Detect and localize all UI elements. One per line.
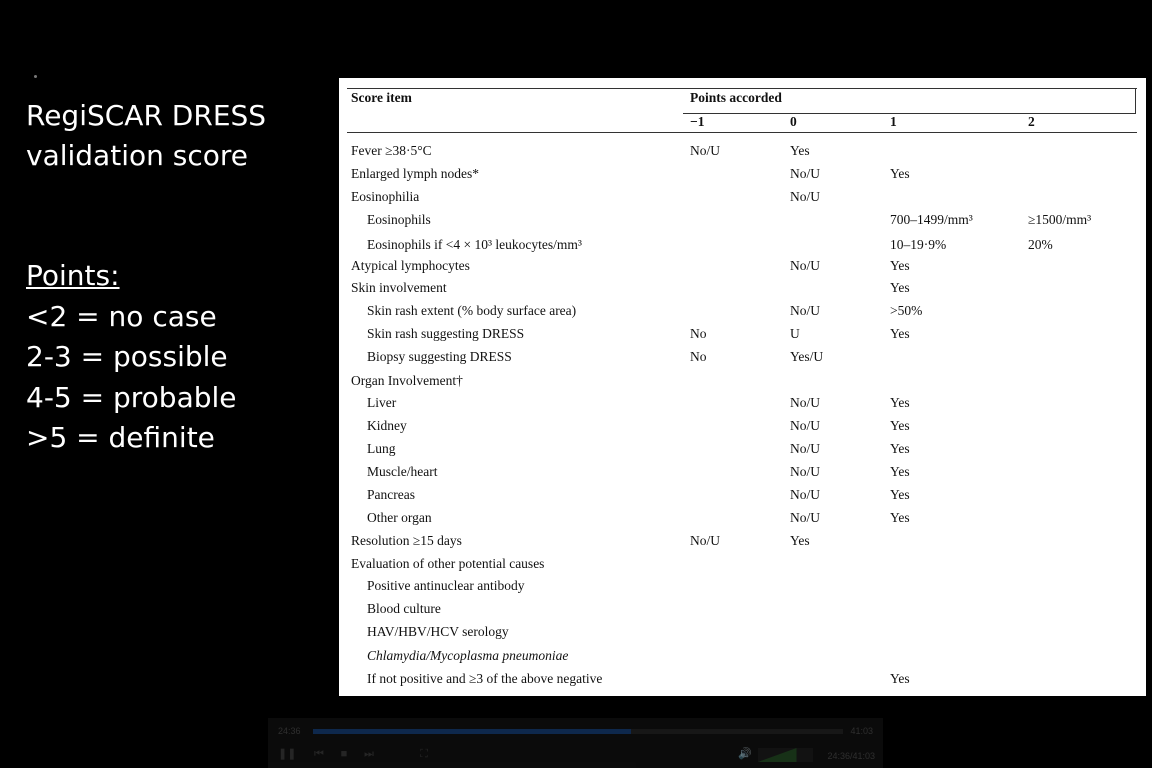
score-item-label: Eosinophils if <4 × 10³ leukocytes/mm³ bbox=[367, 237, 582, 252]
points-cell-m1: No bbox=[690, 349, 707, 364]
score-item-label: Liver bbox=[367, 395, 397, 410]
score-item-label: Enlarged lymph nodes* bbox=[351, 166, 479, 181]
table-top-rule bbox=[347, 88, 1137, 89]
points-cell-p0: Yes bbox=[790, 533, 810, 548]
column-header-score-item: Score item bbox=[351, 90, 412, 105]
score-item-label: Kidney bbox=[367, 418, 407, 433]
column-header-points-accorded: Points accorded bbox=[690, 90, 782, 105]
score-item-label: HAV/HBV/HCV serology bbox=[367, 624, 509, 639]
column-header-minus-1: −1 bbox=[690, 114, 705, 129]
score-item-label: Resolution ≥15 days bbox=[351, 533, 462, 548]
points-cell-p0: No/U bbox=[790, 395, 820, 410]
time-elapsed: 24:36 bbox=[278, 726, 301, 736]
video-player-bar bbox=[268, 718, 883, 768]
points-heading: Points: bbox=[26, 259, 120, 292]
time-total: 41:03 bbox=[850, 726, 873, 736]
points-item: 2-3 = possible bbox=[26, 340, 228, 373]
score-item-label: Atypical lymphocytes bbox=[351, 258, 470, 273]
score-item-label: Skin involvement bbox=[351, 280, 447, 295]
progress-track[interactable] bbox=[313, 729, 843, 734]
points-cell-p1: Yes bbox=[890, 487, 910, 502]
points-cell-p0: No/U bbox=[790, 510, 820, 525]
points-item: 4-5 = probable bbox=[26, 380, 237, 414]
points-cell-p1: Yes bbox=[890, 441, 910, 456]
points-cell-p0: No/U bbox=[790, 464, 820, 479]
score-item-label: Positive antinuclear antibody bbox=[367, 578, 525, 593]
points-cell-p0: Yes/U bbox=[790, 349, 824, 364]
position-readout: 24:36/41:03 bbox=[827, 751, 875, 761]
skip-forward-icon[interactable]: ⏭ bbox=[364, 748, 374, 760]
points-cell-p0: No/U bbox=[790, 258, 820, 273]
volume-icon[interactable]: 🔊 bbox=[738, 748, 752, 760]
decorative-dot bbox=[34, 75, 37, 78]
points-cell-p0: No/U bbox=[790, 166, 820, 181]
points-cell-p2: ≥1500/mm³ bbox=[1028, 212, 1092, 227]
score-item-label: If not positive and ≥3 of the above negative bbox=[367, 671, 603, 686]
points-cell-p0: U bbox=[790, 326, 800, 341]
header-bottom-rule bbox=[347, 132, 1137, 133]
points-cell-p0: No/U bbox=[790, 189, 820, 204]
score-item-label: Blood culture bbox=[367, 601, 441, 616]
points-cell-m1: No bbox=[690, 326, 707, 341]
points-cell-p0: No/U bbox=[790, 303, 820, 318]
points-cell-p0: No/U bbox=[790, 441, 820, 456]
points-header-rule bbox=[683, 113, 1135, 114]
stop-icon[interactable]: ■ bbox=[340, 748, 348, 760]
points-cell-p1: 10–19·9% bbox=[890, 237, 947, 252]
slide-title bbox=[26, 96, 326, 176]
points-cell-p1: Yes bbox=[890, 258, 910, 273]
score-item-label: Eosinophilia bbox=[351, 189, 420, 204]
points-cell-p1: Yes bbox=[890, 395, 910, 410]
points-cell-p1: 700–1499/mm³ bbox=[890, 212, 973, 227]
table-right-edge bbox=[1135, 88, 1136, 114]
points-cell-m1: No/U bbox=[690, 143, 720, 158]
score-item-label: Chlamydia/Mycoplasma pneumoniae bbox=[367, 648, 569, 663]
column-header-1: 1 bbox=[890, 114, 897, 129]
progress-fill bbox=[313, 729, 631, 734]
volume-fill bbox=[758, 748, 797, 762]
points-item: >5 = definite bbox=[26, 421, 215, 454]
points-item: <2 = no case bbox=[26, 299, 217, 333]
points-cell-p1: Yes bbox=[890, 166, 910, 181]
score-item-label: Muscle/heart bbox=[367, 464, 438, 479]
score-item-label: Fever ≥38·5°C bbox=[351, 143, 432, 158]
column-header-2: 2 bbox=[1028, 114, 1035, 129]
points-legend bbox=[26, 256, 326, 459]
points-cell-p0: Yes bbox=[790, 143, 810, 158]
points-cell-p0: No/U bbox=[790, 487, 820, 502]
score-item-label: Pancreas bbox=[367, 487, 415, 502]
slide-title-line-2: validation score bbox=[26, 139, 248, 172]
score-item-label: Lung bbox=[367, 441, 396, 456]
score-item-label: Skin rash suggesting DRESS bbox=[367, 326, 525, 341]
score-item-label: Other organ bbox=[367, 510, 432, 525]
points-cell-p1: Yes bbox=[890, 510, 910, 525]
points-cell-p1: Yes bbox=[890, 464, 910, 479]
fullscreen-icon[interactable]: ⛶ bbox=[420, 748, 428, 760]
score-item-label: Eosinophils bbox=[367, 212, 431, 227]
points-cell-m1: No/U bbox=[690, 533, 720, 548]
skip-back-icon[interactable]: ⏮ bbox=[314, 748, 324, 760]
score-item-label: Skin rash extent (% body surface area) bbox=[367, 303, 577, 318]
score-item-label: Evaluation of other potential causes bbox=[351, 556, 545, 571]
volume-slider[interactable] bbox=[758, 748, 813, 762]
points-cell-p1: >50% bbox=[890, 303, 923, 318]
score-item-label: Organ Involvement† bbox=[351, 373, 463, 388]
column-header-0: 0 bbox=[790, 114, 797, 129]
points-cell-p1: Yes bbox=[890, 326, 910, 341]
points-cell-p0: No/U bbox=[790, 418, 820, 433]
score-table-document bbox=[339, 78, 1146, 696]
points-cell-p1: Yes bbox=[890, 671, 910, 686]
points-cell-p2: 20% bbox=[1028, 237, 1053, 252]
score-item-label: Biopsy suggesting DRESS bbox=[367, 349, 512, 364]
slide-title-line-1: RegiSCAR DRESS bbox=[26, 99, 267, 132]
points-cell-p1: Yes bbox=[890, 280, 910, 295]
points-cell-p1: Yes bbox=[890, 418, 910, 433]
pause-icon[interactable]: ❚❚ bbox=[278, 748, 297, 760]
